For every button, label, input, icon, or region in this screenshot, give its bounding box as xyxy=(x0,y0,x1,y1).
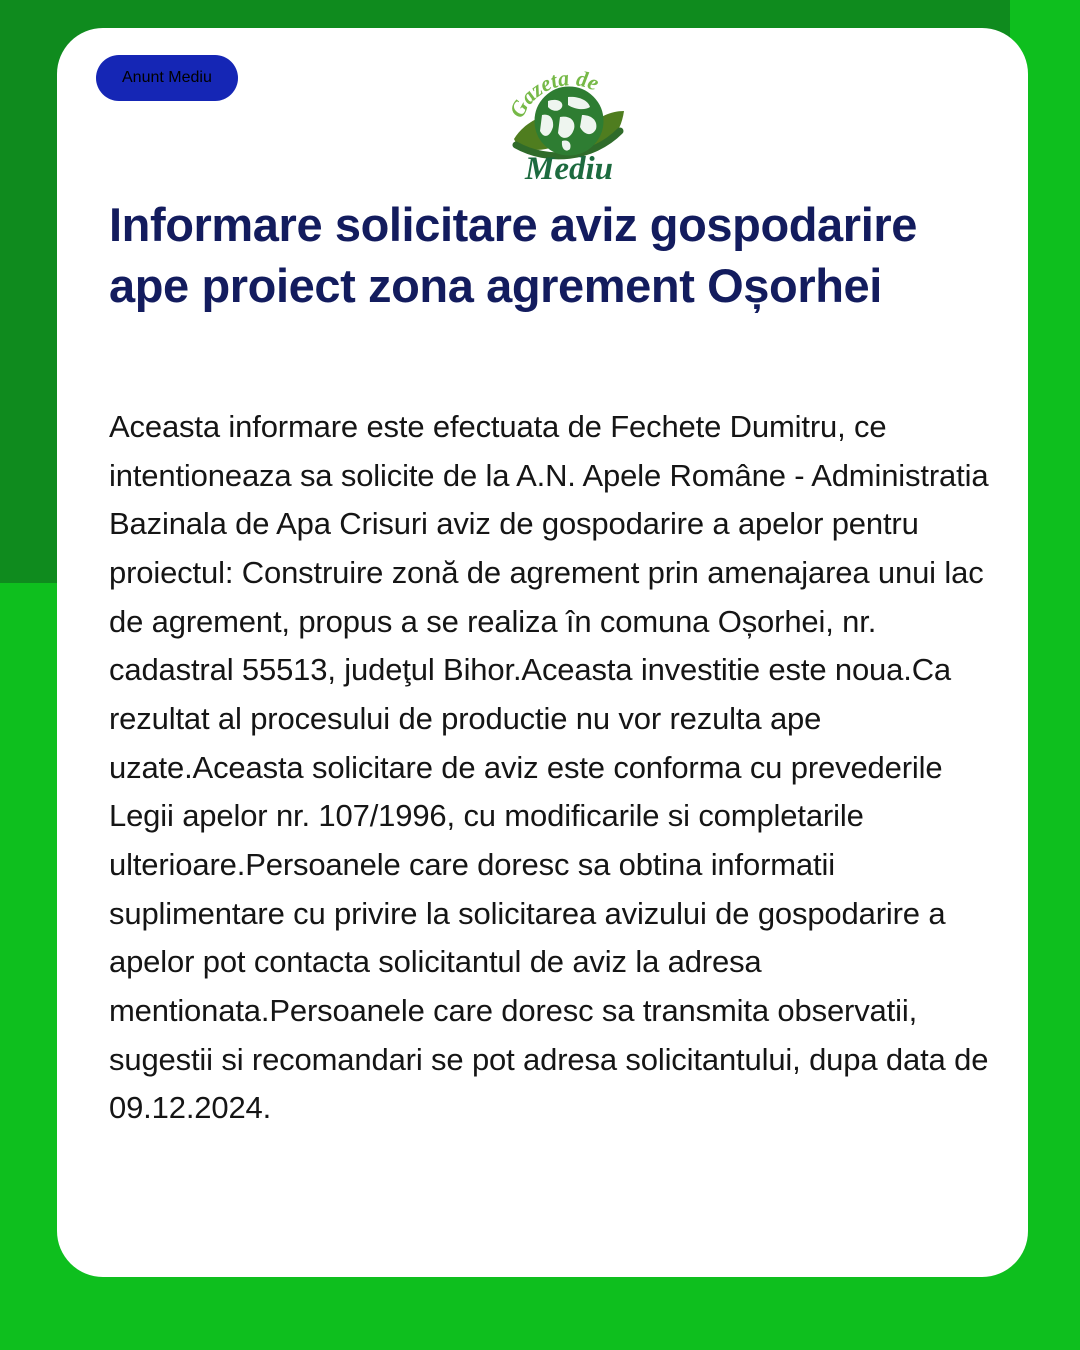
svg-text:Gazeta de: Gazeta de xyxy=(504,65,603,122)
category-badge-label: Anunt Mediu xyxy=(122,69,212,86)
svg-text:Mediu: Mediu xyxy=(524,151,614,185)
article-title: Informare solicitare aviz gospodarire ape proiect zona agrement Oșorhei xyxy=(109,198,917,313)
category-badge[interactable] xyxy=(96,55,238,101)
article-body: Aceasta informare este efectuata de Fechete Dumitru, ce intentioneaza sa solicite de la A.N. Apele Române - Administratia Bazinala de Apa Crisuri aviz de gospodarire a apelor pentru proiectul: Construire zonă de agrement prin amenajarea unui lac de agrement, propus a se realiza în comuna Oșorhei, nr. cadastral 55513, judeţul Bihor.Aceasta investitie este noua.Ca rezultat al procesului de productie nu vor rezulta ape uzate.Aceasta solicitare de aviz este conforma cu prevederile Legii apelor nr. 107/1996, cu modificarile si completarile ulterioare.Persoanele care doresc sa obtina informatii suplimentare cu privire la solicitarea avizului de gospodarire a apelor pot contacta solicitantul de aviz la adresa mentionata.Persoanele care doresc sa transmita observatii, sugestii si recomandari se pot adresa solicitantului, dupa data de 09.12.2024. xyxy=(109,409,989,1126)
card-header xyxy=(96,55,989,185)
gazeta-de-mediu-logo-icon xyxy=(504,55,634,185)
announcement-card xyxy=(57,28,1028,1277)
